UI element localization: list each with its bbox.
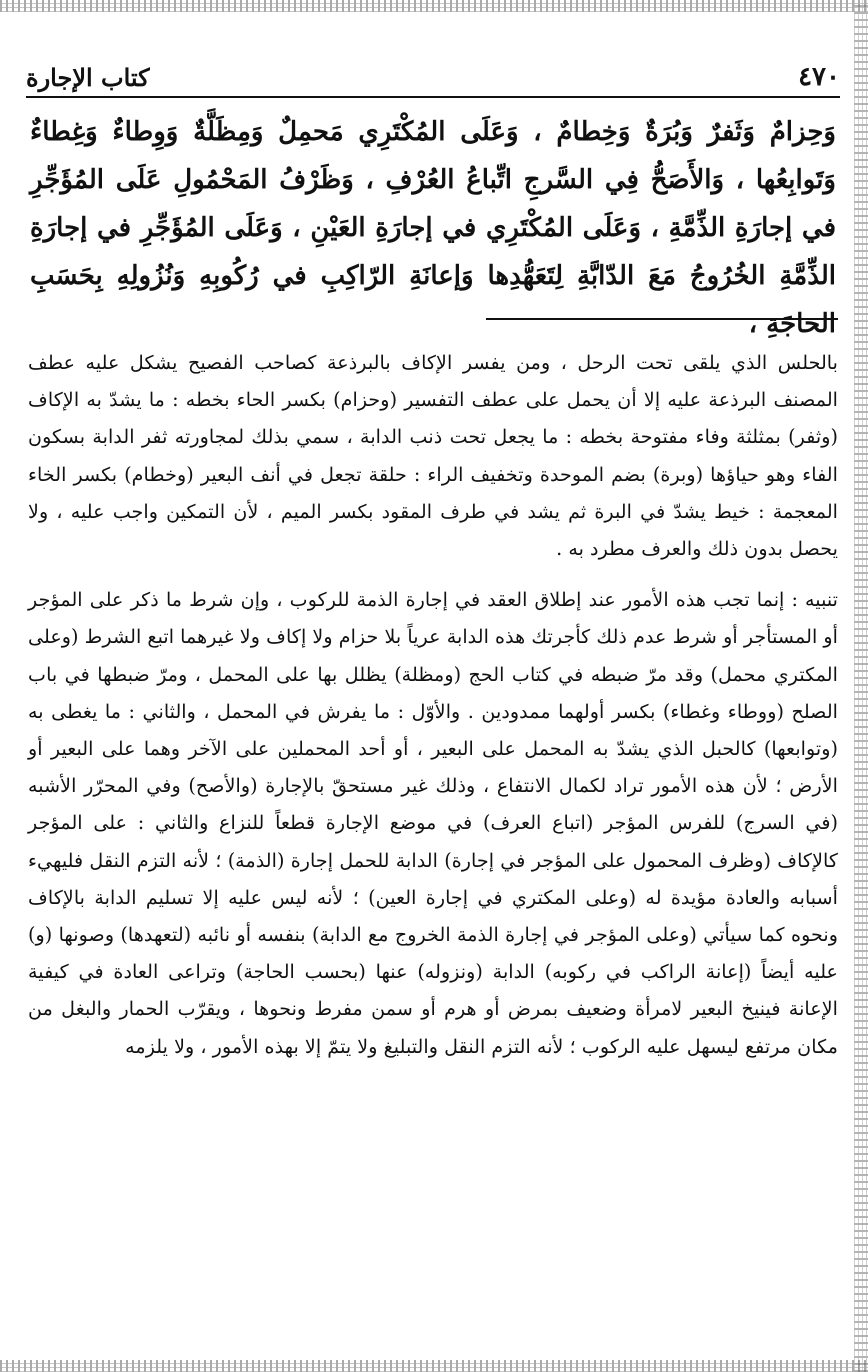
ornamental-border-right [854,0,868,1372]
ornamental-border-bottom [0,1360,868,1372]
page-header [26,48,840,92]
book-title: كتاب الإجارة [26,63,150,92]
commentary-paragraph-1: بالحلس الذي يلقى تحت الرحل ، ومن يفسر الإكاف بالبرذعة كصاحب الفصيح يشكل عليه عطف المصنف البرذعة عليه إلا أن يحمل على عطف التفسير (وحزام) بكسر الحاء بخطه : ما يشدّ به الإكاف (وثفر) بمثلثة وفاء مفتوحة بخطه : ما يجعل تحت ذنب الدابة ، سمي بذلك لمجاورته ثفر الدابة بسكون الفاء وهو حياؤها (وبرة) بضم الموحدة وتخفيف الراء : حلقة تجعل في أنف البعير (وخطام) بكسر الخاء المعجمة : خيط يشدّ في البرة ثم يشد في طرف المقود بكسر الميم ، لأن التمكين واجب عليه ، ولا يحصل بدون ذلك والعرف مطرد به . [28,351,838,561]
footnote-divider [486,318,838,320]
matn-paragraph: وَحِزامٌ وَثَفرٌ وَبُرَةٌ وَخِطامٌ ، وَعَلَى المُكْتَرِي مَحمِلٌ وَمِظَلَّةٌ وَوِطاءٌ وَغِطاءٌ وَتَوابِعُها ، وَالأَصَحُّ فِي السَّرجِ اتِّباعُ العُرْفِ ، وَظَرْفُ المَحْمُولِ عَلَى المُؤَجِّرِ في إجارَةِ الذِّمَّةِ ، وَعَلَى المُكْتَرِي في إجارَةِ العَيْنِ ، وَعَلَى المُؤَجِّرِ في إجارَةِ الذِّمَّةِ الخُرُوجُ مَعَ الدّابَّةِ لِتَعَهُّدِها وَإعانَةِ الرّاكِبِ في رُكُوبِهِ وَنُزُولِهِ بِحَسَبِ الحاجَةِ ، [30,117,836,339]
page-number: ٤٧٠ [798,62,840,92]
commentary-sharh-text [28,344,838,1065]
commentary-paragraph-2: تنبيه : إنما تجب هذه الأمور عند إطلاق العقد في إجارة الذمة للركوب ، وإن شرط ما ذكر على المؤجر أو المستأجر أو شرط عدم ذلك كأجرتك هذه الدابة عرياً بلا حزام ولا إكاف ولا غيرهما اتبع الشرط (وعلى المكتري محمل) وقد مرّ ضبطه في كتاب الحج (ومظلة) يظلل بها على المحمل ، ومرّ ضبطها في باب الصلح (ووطاء وغطاء) بكسر أولهما ممدودين . والأوّل : ما يفرش في المحمل ، والثاني : ما يغطى به (وتوابعها) كالحبل الذي يشدّ به المحمل على البعير ، أو أحد المحملين على الآخر وهما على البعير أو الأرض ؛ لأن هذه الأمور تراد لكمال الانتفاع ، وذلك غير مستحقّ بالإجارة (والأصح) وفي المحرّر الأشبه (في السرج) للفرس المؤجر (اتباع العرف) في موضع الإجارة قطعاً للنزاع والثاني : على المؤجر كالإكاف (وظرف المحمول على المؤجر في إجارة) الدابة للحمل إجارة (الذمة) ؛ لأنه التزم النقل فليهيء أسبابه والعادة مؤيدة له (وعلى المكتري في إجارة العين) ؛ لأنه ليس عليه إلا تسليم الدابة بالإكاف ونحوه كما سيأتي (وعلى المؤجر في إجارة الذمة الخروج مع الدابة) بنفسه أو نائبه (لتعهدها) وصونها (و) عليه أيضاً (إعانة الراكب في ركوبه) الدابة (ونزوله) عنها (بحسب الحاجة) وتراعى العادة في كيفية الإعانة فينيخ البعير لامرأة وضعيف بمرض أو هرم أو سمن مفرط ونحوها ، ويقرّب الحمار والبغل من مكان مرتفع ليسهل عليه الركوب ؛ لأنه التزم النقل والتبليغ ولا يتمّ إلا بهذه الأمور ، ولا يلزمه [28,588,838,1058]
ornamental-border-top [0,0,868,12]
header-divider [26,96,840,98]
main-matn-text [30,108,836,348]
